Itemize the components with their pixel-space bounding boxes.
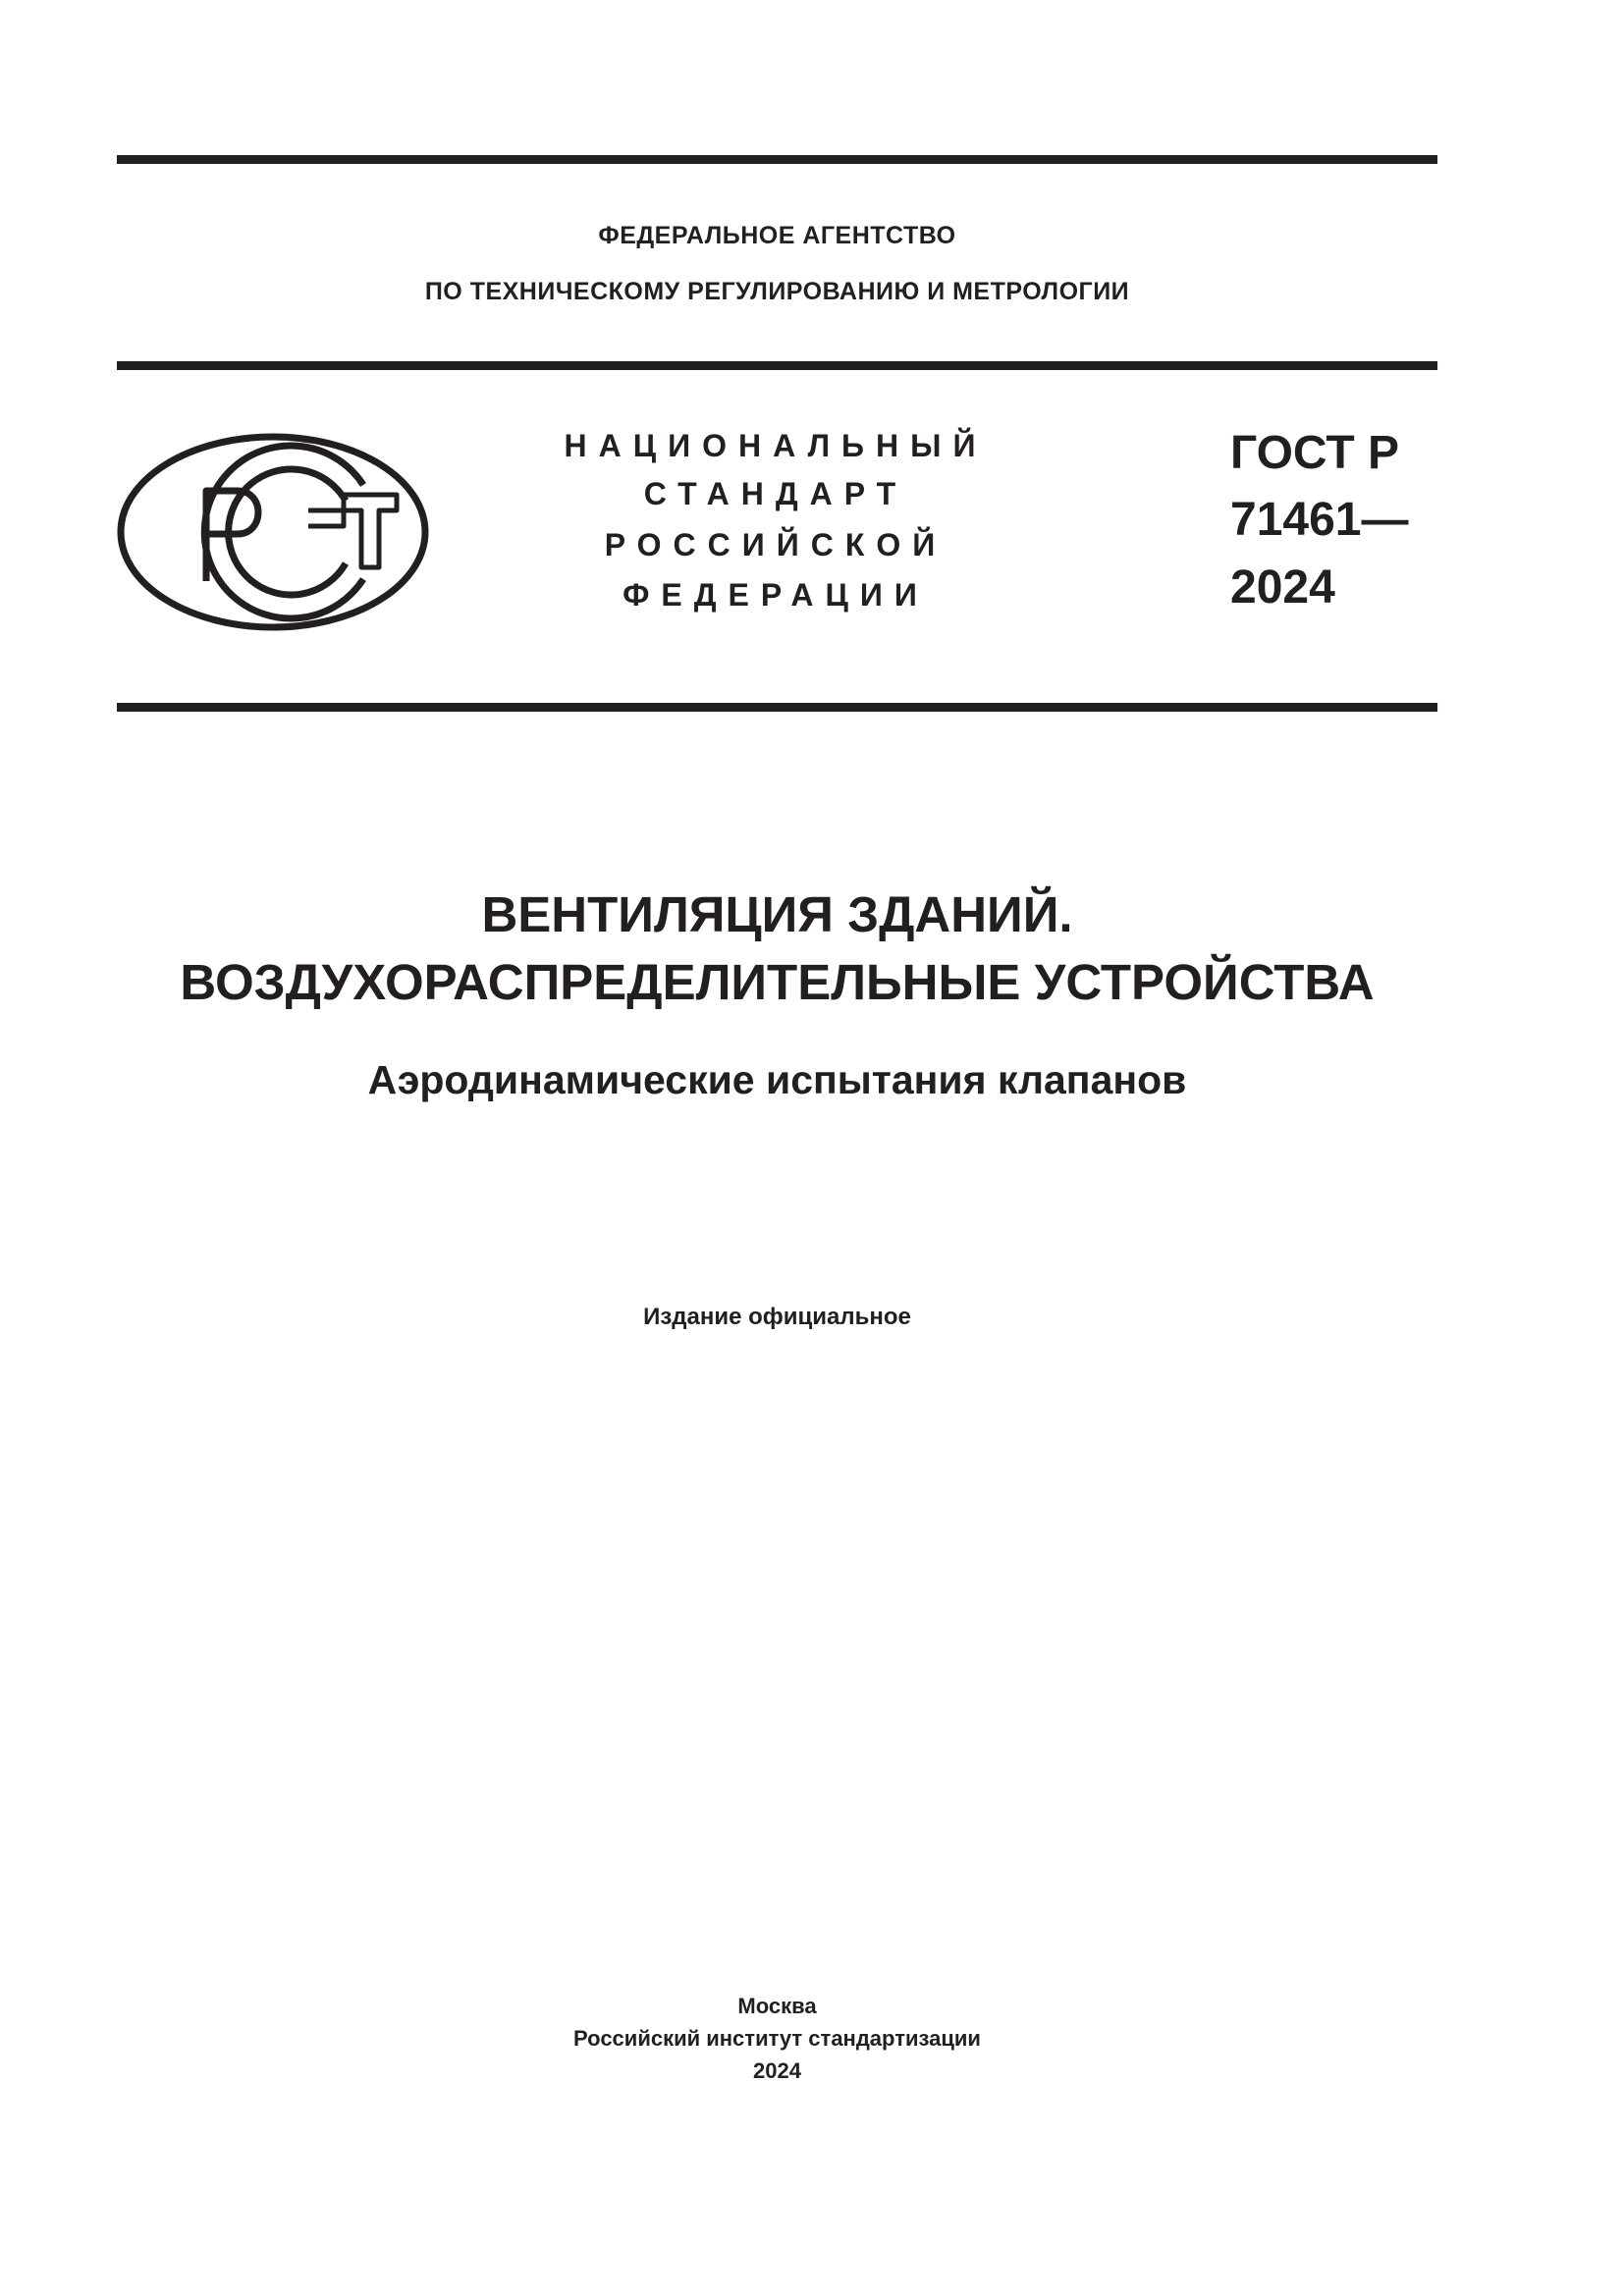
national-standard-line-2: СТАНДАРТ [643,476,908,511]
imprint-publisher: Российский институт стандартизации [573,2026,981,2051]
imprint-year: 2024 [753,2058,801,2083]
agency-name-line-2: ПО ТЕХНИЧЕСКОМУ РЕГУЛИРОВАНИЮ И МЕТРОЛОГИИ [424,278,1130,305]
imprint-city: Москва [737,1994,817,2018]
document-title-line-1: ВЕНТИЛЯЦИЯ ЗДАНИЙ. [481,886,1073,942]
document-subtitle: Аэродинамические испытания клапанов [367,1057,1187,1102]
standard-designation-line-1: ГОСТ Р [1230,427,1400,479]
top-rule [117,155,1437,164]
agency-name-line-1: ФЕДЕРАЛЬНОЕ АГЕНТСТВО [598,222,956,249]
national-standard-line-4: ФЕДЕРАЦИИ [623,577,929,613]
document-title-line-2: ВОЗДУХОРАСПРЕДЕЛИТЕЛЬНЫЕ УСТРОЙСТВА [180,954,1375,1010]
national-standard-line-1: НАЦИОНАЛЬНЫЙ [564,428,988,463]
header-divider-rule [117,361,1437,370]
rst-certification-mark-icon [116,432,430,632]
standard-designation-line-2: 71461— [1230,494,1409,546]
edition-note: Издание официальное [643,1304,911,1330]
national-standard-line-3: РОССИЙСКОЙ [604,527,947,562]
standard-divider-rule [117,703,1437,712]
standard-designation-line-3: 2024 [1230,561,1335,614]
